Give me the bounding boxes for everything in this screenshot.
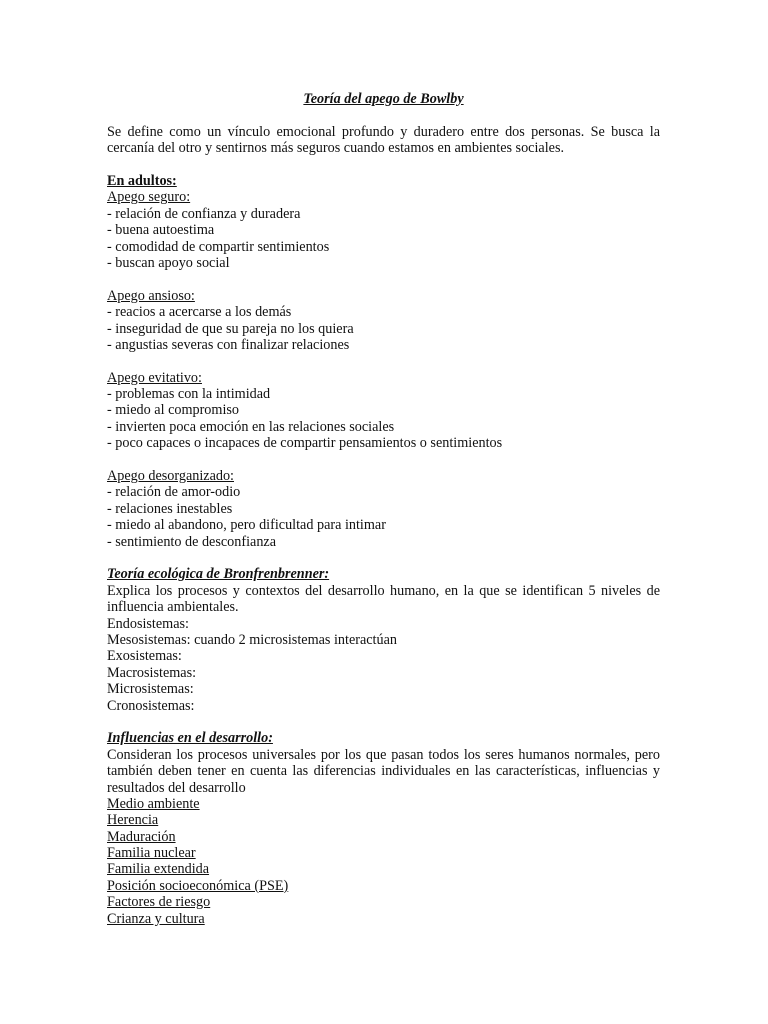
list-item: - reacios a acercarse a los demás <box>107 304 292 321</box>
list-item: Herencia <box>107 812 159 829</box>
group-list <box>107 484 660 550</box>
spacer <box>107 714 660 730</box>
list-item: - sentimiento de desconfianza <box>107 533 277 550</box>
section-paragraph: Explica los procesos y contextos del desarrollo humano, en la que se identifican 5 niveles de influencia ambientales. <box>107 582 660 616</box>
list-item: Familia extendida <box>107 861 210 878</box>
group-list <box>107 386 660 452</box>
group-list <box>107 304 660 353</box>
group-label: Apego evitativo: <box>107 369 202 386</box>
list-item: - miedo al abandono, pero dificultad para intimar <box>107 517 386 534</box>
list-item: Cronosistemas: <box>107 697 195 714</box>
list-item: - comodidad de compartir sentimientos <box>107 238 330 255</box>
list-item: Macrosistemas: <box>107 664 197 681</box>
section-influencias <box>107 730 660 927</box>
list-item: - poco capaces o incapaces de compartir pensamientos o sentimientos <box>107 435 503 452</box>
section-adultos <box>107 173 660 550</box>
list-item: Familia nuclear <box>107 845 196 862</box>
list-item: - relaciones inestables <box>107 500 233 517</box>
list-item: - relación de confianza y duradera <box>107 205 301 222</box>
list-item: - angustias severas con finalizar relaciones <box>107 336 350 353</box>
spacer <box>107 107 660 123</box>
group-label: Apego ansioso: <box>107 287 195 304</box>
list-item: - problemas con la intimidad <box>107 386 271 403</box>
influences-list <box>107 796 660 927</box>
group-apego-evitativo <box>107 370 660 452</box>
group-apego-desorganizado <box>107 468 660 550</box>
list-item: Exosistemas: <box>107 648 182 665</box>
list-item: - invierten poca emoción en las relaciones sociales <box>107 418 395 435</box>
section-paragraph: Consideran los procesos universales por los que pasan todos los seres humanos normales, pero también deben tener en cuenta las diferencias individuales en las características, influencias y resultados del desarrollo <box>107 746 660 796</box>
intro-paragraph: Se define como un vínculo emocional profundo y duradero entre dos personas. Se busca la cercanía del otro y sentirnos más seguros cuando estamos en ambientes sociales. <box>107 123 660 157</box>
systems-list <box>107 616 660 714</box>
list-item: - inseguridad de que su pareja no los quiera <box>107 320 354 337</box>
spacer <box>107 271 660 287</box>
list-item: Endosistemas: <box>107 615 189 632</box>
list-item: Posición socioeconómica (PSE) <box>107 877 289 894</box>
group-list <box>107 206 660 272</box>
section-heading-influencias: Influencias en el desarrollo: <box>107 730 273 747</box>
list-item: - buscan apoyo social <box>107 254 230 271</box>
spacer <box>107 550 660 566</box>
spacer <box>107 157 660 173</box>
spacer <box>107 353 660 369</box>
document-body <box>107 91 660 927</box>
section-bronfenbrenner <box>107 566 660 714</box>
group-apego-seguro <box>107 189 660 271</box>
list-item: - buena autoestima <box>107 222 215 239</box>
list-item: Crianza y cultura <box>107 910 205 927</box>
list-item: Factores de riesgo <box>107 894 211 911</box>
section-heading-bronfenbrenner: Teoría ecológica de Bronfrenbrenner: <box>107 566 330 583</box>
list-item: - miedo al compromiso <box>107 402 239 419</box>
group-label: Apego seguro: <box>107 189 191 206</box>
page-title: Teoría del apego de Bowlby <box>303 91 464 107</box>
list-item: Microsistemas: <box>107 681 194 698</box>
list-item: Mesosistemas: cuando 2 microsistemas interactúan <box>107 631 397 648</box>
section-heading-adultos: En adultos: <box>107 172 177 189</box>
spacer <box>107 452 660 468</box>
list-item: Medio ambiente <box>107 795 200 812</box>
list-item: Maduración <box>107 828 176 845</box>
group-label: Apego desorganizado: <box>107 468 234 485</box>
list-item: - relación de amor-odio <box>107 484 241 501</box>
group-apego-ansioso <box>107 288 660 354</box>
